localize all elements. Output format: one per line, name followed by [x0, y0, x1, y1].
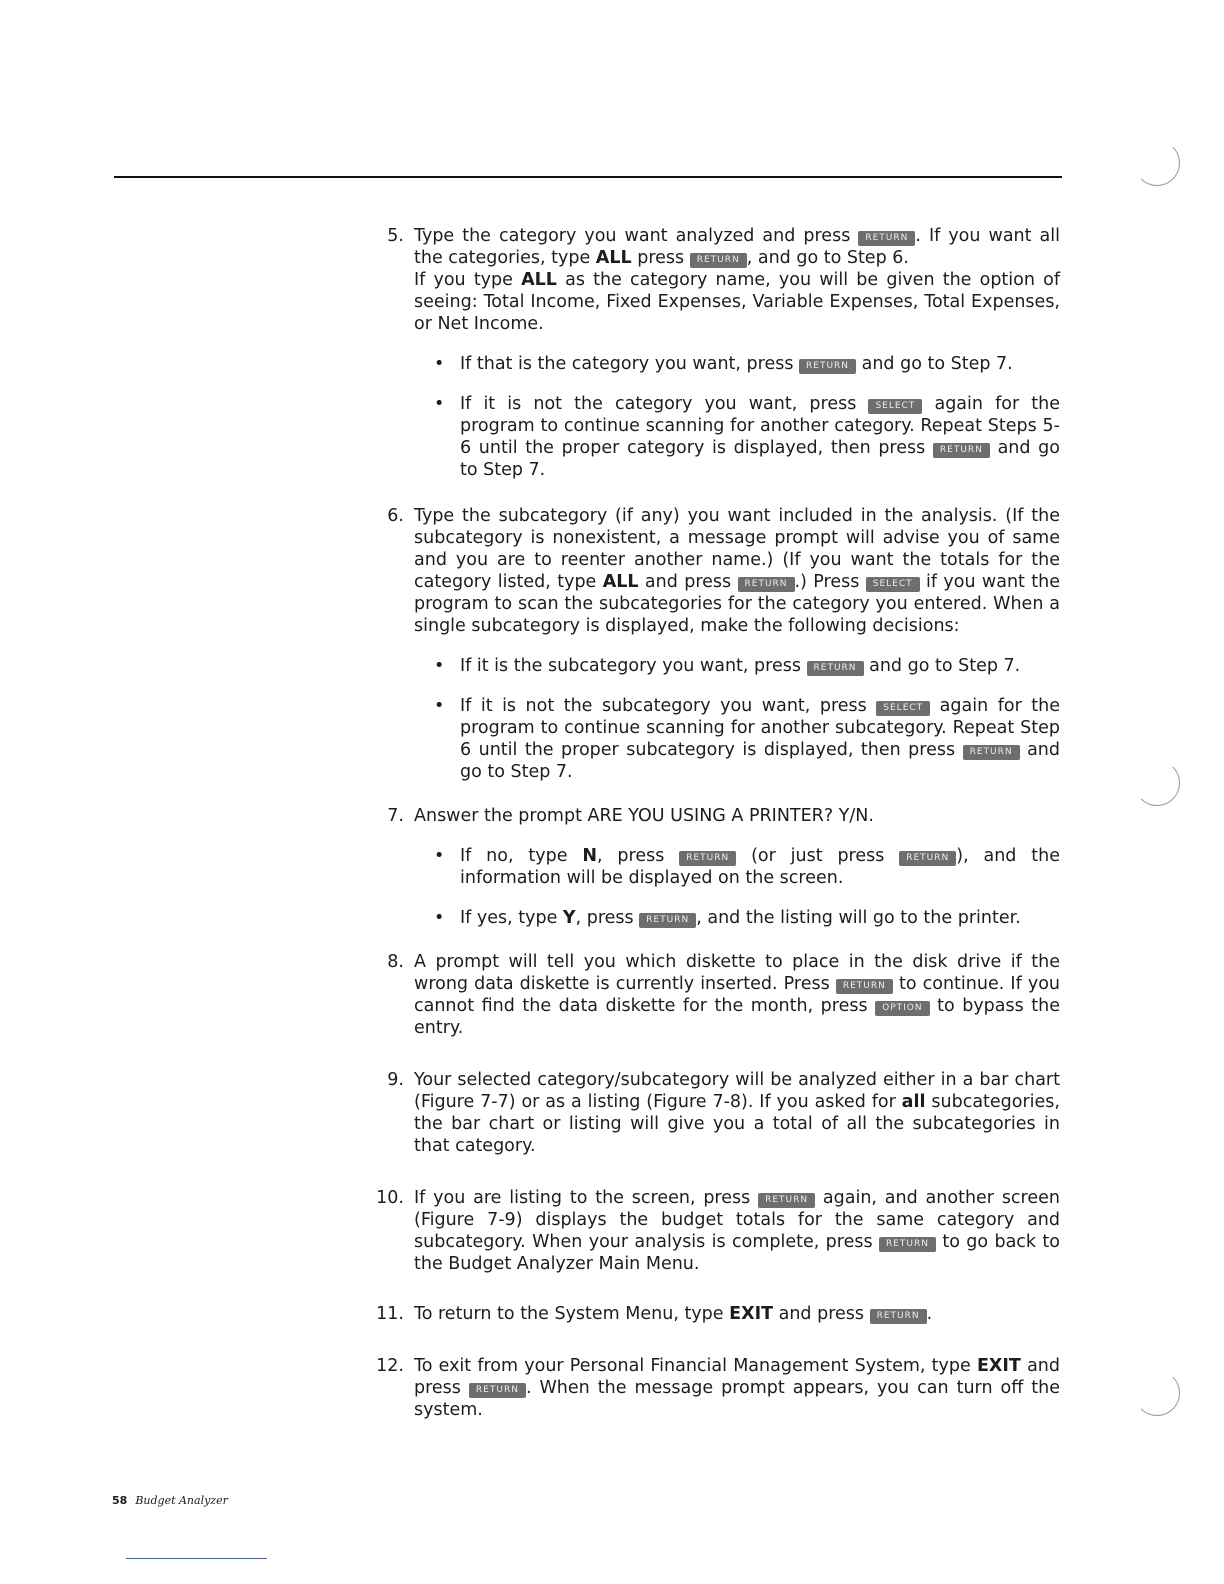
- return-key: RETURN: [639, 913, 696, 928]
- bottom-divider: [126, 1558, 267, 1559]
- step-text: Type the category you want analyzed and press RETURN . If you want all the categories, type ALL press RETURN , and go to Step 6.: [414, 226, 1060, 268]
- step-number: 12.: [376, 1356, 404, 1376]
- page-footer: [112, 1494, 228, 1507]
- return-key: RETURN: [933, 443, 990, 458]
- return-key: RETURN: [738, 577, 795, 592]
- step-11: [368, 1303, 1060, 1325]
- step-number: 8.: [387, 952, 404, 972]
- bullet-item: • If no, type N, press RETURN (or just press RETURN ), and the information will be displayed on the screen.: [414, 845, 1060, 889]
- return-key: RETURN: [807, 661, 864, 676]
- step-number: 11.: [376, 1304, 404, 1324]
- bullet-list: [414, 353, 1060, 481]
- return-key: RETURN: [963, 745, 1020, 760]
- step-6: [368, 505, 1060, 783]
- instruction-list: [368, 225, 1060, 1421]
- binder-hole-mark: [1134, 140, 1180, 186]
- step-7: [368, 805, 1060, 929]
- step-number: 7.: [387, 806, 404, 826]
- header-rule: [114, 176, 1062, 178]
- page-number: 58: [112, 1494, 128, 1507]
- return-key: RETURN: [469, 1383, 526, 1398]
- bullet-item: • If it is not the subcategory you want, press SELECT again for the program to continue scanning for another subcategory. Repeat Step 6 until the proper subcategory is displayed, then press RETURN and go to Step 7.: [414, 695, 1060, 783]
- return-key: RETURN: [758, 1193, 815, 1208]
- step-number: 9.: [387, 1070, 404, 1090]
- return-key: RETURN: [870, 1309, 927, 1324]
- step-10: [368, 1187, 1060, 1275]
- bullet-item: • If it is the subcategory you want, press RETURN and go to Step 7.: [414, 655, 1060, 677]
- select-key: SELECT: [866, 577, 920, 592]
- return-key: RETURN: [879, 1237, 936, 1252]
- bullet-list: [414, 655, 1060, 783]
- step-number: 10.: [376, 1188, 404, 1208]
- step-number: 6.: [387, 506, 404, 526]
- step-12: [368, 1355, 1060, 1421]
- binder-hole-mark: [1134, 760, 1180, 806]
- step-text: Your selected category/subcategory will be analyzed either in a bar chart (Figure 7-7) or as a listing (Figure 7-8). If you asked for all subcategories, the bar chart or listing will give you a total of all the subcategories in that category.: [414, 1070, 1060, 1156]
- return-key: RETURN: [690, 253, 747, 268]
- bullet-item: • If yes, type Y, press RETURN , and the listing will go to the printer.: [414, 907, 1060, 929]
- return-key: RETURN: [679, 851, 736, 866]
- return-key: RETURN: [858, 231, 915, 246]
- bullet-item: • If it is not the category you want, press SELECT again for the program to continue scanning for another category. Repeat Steps 5-6 until the proper category is displayed, then press RETURN and go to Step 7.: [414, 393, 1060, 481]
- step-8: [368, 951, 1060, 1039]
- select-key: SELECT: [876, 701, 930, 716]
- step-number: 5.: [387, 226, 404, 246]
- step-text: If you are listing to the screen, press RETURN again, and another screen (Figure 7-9) displays the budget totals for the same category and subcategory. When your analysis is complete, press RETURN to go back to the Budget Analyzer Main Menu.: [414, 1188, 1060, 1274]
- return-key: RETURN: [836, 979, 893, 994]
- binder-hole-mark: [1134, 1370, 1180, 1416]
- return-key: RETURN: [799, 359, 856, 374]
- step-text: Type the subcategory (if any) you want included in the analysis. (If the subcategory is nonexistent, a message prompt will advise you of same and you are to reenter another name.) (If you want the totals for the category listed, type ALL and press RETURN .) Press SELECT if you want the program to scan the subcategories for the category you entered. When a single subcategory is displayed, make the following decisions:: [414, 506, 1061, 636]
- step-text: A prompt will tell you which diskette to place in the disk drive if the wrong data diskette is currently inserted. Press RETURN to continue. If you cannot find the data diskette for the month, press OPTION to bypass the entry.: [414, 952, 1060, 1038]
- bullet-item: • If that is the category you want, press RETURN and go to Step 7.: [414, 353, 1060, 375]
- return-key: RETURN: [899, 851, 956, 866]
- step-text: To return to the System Menu, type EXIT and press RETURN .: [414, 1304, 933, 1324]
- step-text: Answer the prompt ARE YOU USING A PRINTER? Y/N.: [414, 806, 874, 826]
- step-5: [368, 225, 1060, 481]
- step-text: If you type ALL as the category name, you will be given the option of seeing: Total Income, Fixed Expenses, Variable Expenses, Total Expenses, or Net Income.: [414, 270, 1060, 334]
- step-text: To exit from your Personal Financial Management System, type EXIT and press RETURN . When the message prompt appears, you can turn off the system.: [414, 1356, 1061, 1420]
- step-9: [368, 1069, 1060, 1157]
- bullet-list: [414, 845, 1060, 929]
- footer-title: Budget Analyzer: [135, 1494, 228, 1507]
- option-key: OPTION: [875, 1001, 929, 1016]
- select-key: SELECT: [868, 399, 922, 414]
